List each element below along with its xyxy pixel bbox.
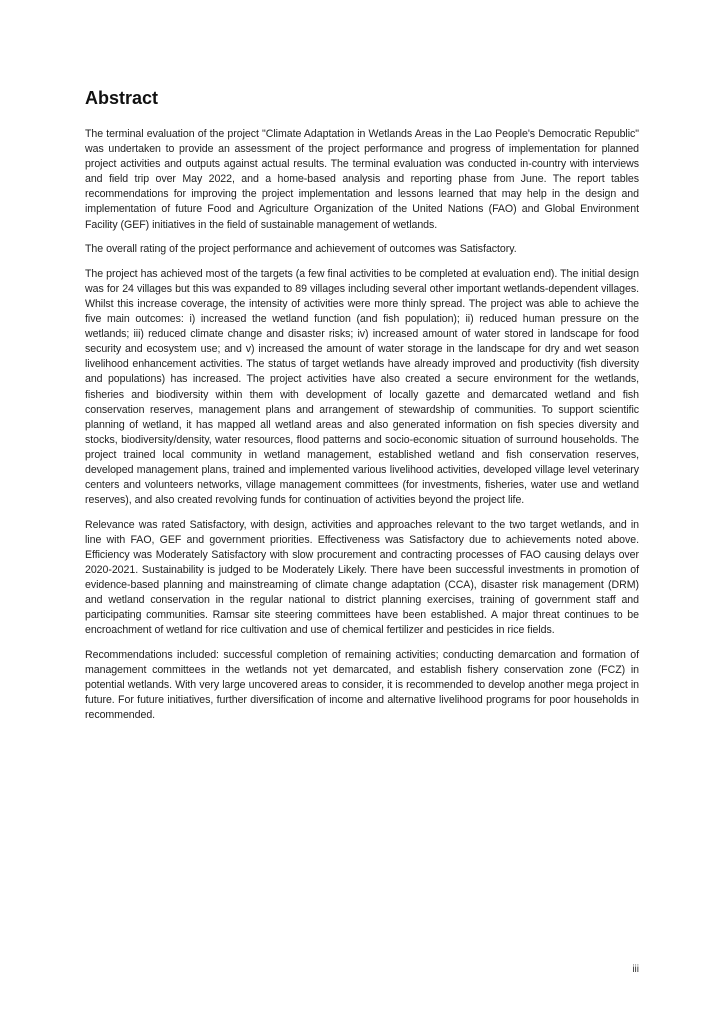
abstract-section — [85, 88, 639, 733]
abstract-body — [85, 127, 639, 723]
abstract-paragraph-1: The terminal evaluation of the project "Climate Adaptation in Wetlands Areas in the Lao People's Democratic Republic" was undertaken to provide an assessment of the project performance and progress of implementation for planned project activities and outputs against actual results. The terminal evaluation was conducted in-country with interviews and field trip over May 2022, and a home-based analysis and reporting phase from June. The report tables recommendations for improving the project implementation and lessons learned that may help in the design and implementation of future Food and Agriculture Organization of the United Nations (FAO) and Global Environment Facility (GEF) initiatives in the field of sustainable management of wetlands. — [85, 128, 639, 231]
page-number: iii — [632, 964, 639, 975]
abstract-paragraph-5: Recommendations included: successful completion of remaining activities; conducting demarcation and formation of management committees in the wetlands not yet demarcated, and establish fishery conservation zone (FCZ) in potential wetlands. With very large uncovered areas to consider, it is recommended to develop another mega project in future. For future initiatives, further diversification of income and alternative livelihood programs for poor households in recommended. — [85, 649, 639, 722]
abstract-paragraph-3: The project has achieved most of the targets (a few final activities to be completed at evaluation end). The initial design was for 24 villages but this was expanded to 89 villages including several other important wetlands-dependent villages. Whilst this increase coverage, the intensity of activities were more thinly spread. The project was able to achieve the five main outcomes: i) increased the wetland function (and fish population); ii) reduced human pressure on the wetlands; iii) reduced climate change and disaster risks; iv) increased amount of water stored in landscape for food security and ecosystem use; and v) increased the amount of water storage in the landscape for dry and wet season livelihood enhancement activities. The status of target wetlands have already improved and productivity (fish diversity and populations) has increased. The project activities have also created a secure environment for the wetlands, fisheries and biodiversity within them with development of locally gazette and demarcated wetland and fish conservation reserves, management plans and arrangement of stewardship of communities. To support scientific planning of wetland, it has mapped all wetland areas and also generated information on fish species diversity and stocks, biodiversity/density, water resources, flood patterns and socio-economic situation of surround households. The project trained local community in wetland management, established wetland and fish conservation reserves, developed management plans, trained and implemented various livelihood activities, developed village level veterinary centers and volunteers networks, village management committees (for investments, fisheries, water use and wetland reserves), and also created revolving funds for continuation of activities beyond the project life. — [85, 267, 639, 507]
abstract-paragraph-2: The overall rating of the project performance and achievement of outcomes was Satisfactory. — [85, 243, 517, 256]
abstract-paragraph-4: Relevance was rated Satisfactory, with design, activities and approaches relevant to the two target wetlands, and in line with FAO, GEF and government priorities. Effectiveness was Satisfactory due to achievements noted above. Efficiency was Moderately Satisfactory with slow procurement and contracting processes of FAO causing delays over 2020-2021. Sustainability is judged to be Moderately Likely. There have been successful investments in promotion of evidence-based planning and mainstreaming of climate change adaptation (CCA), disaster risk management (DRM) and wetland conservation in the regular national to district planning exercises, training of government staff and participating communities. Ramsar site steering committees have been established. A major threat continues to be encroachment of wetland for rice cultivation and use of chemical fertilizer and pesticides in rice fields. — [85, 518, 639, 637]
page-title: Abstract — [85, 88, 159, 108]
